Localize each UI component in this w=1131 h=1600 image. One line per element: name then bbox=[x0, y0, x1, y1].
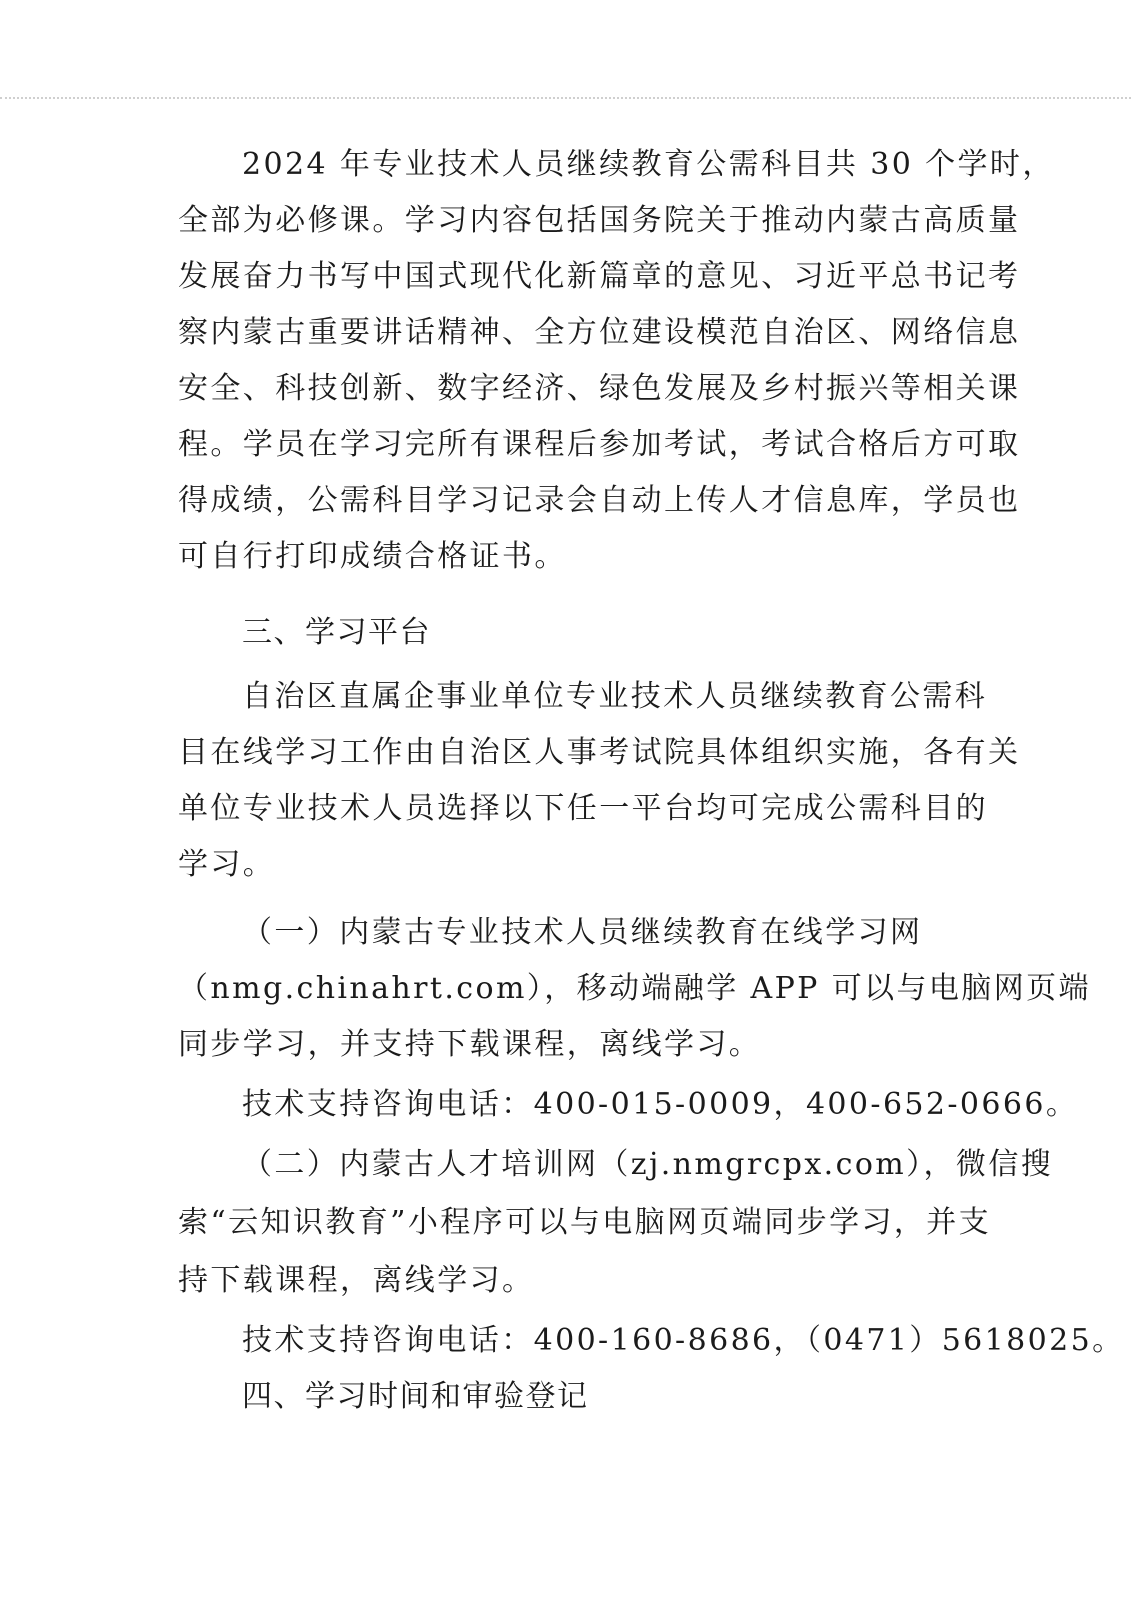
paragraph-line: 2024 年专业技术人员继续教育公需科目共 30 个学时， bbox=[242, 147, 1055, 182]
paragraph-line: 安全、科技创新、数字经济、绿色发展及乡村振兴等相关课 bbox=[178, 371, 1021, 406]
paragraph-line: 自治区直属企事业单位专业技术人员继续教育公需科 bbox=[242, 679, 988, 714]
paragraph-line: 发展奋力书写中国式现代化新篇章的意见、习近平总书记考 bbox=[178, 259, 1021, 294]
platform-2-line: 持下载课程，离线学习。 bbox=[178, 1263, 535, 1298]
paragraph-line: 学习。 bbox=[178, 847, 276, 882]
platform-1-support-phone: 技术支持咨询电话：400-015-0009，400-652-0666。 bbox=[242, 1087, 1079, 1122]
section-heading-platform: 三、学习平台 bbox=[242, 615, 431, 650]
paragraph-line: 可自行打印成绩合格证书。 bbox=[178, 539, 567, 574]
paragraph-line: 察内蒙古重要讲话精神、全方位建设模范自治区、网络信息 bbox=[178, 315, 1021, 350]
section-heading-schedule: 四、学习时间和审验登记 bbox=[242, 1379, 589, 1414]
scan-edge-line bbox=[0, 97, 1131, 99]
platform-1-title-line: （一）内蒙古专业技术人员继续教育在线学习网 bbox=[242, 915, 923, 950]
platform-1-line: 同步学习，并支持下载课程，离线学习。 bbox=[178, 1027, 762, 1062]
platform-2-line: 索“云知识教育”小程序可以与电脑网页端同步学习，并支 bbox=[178, 1205, 992, 1240]
platform-2-support-phone: 技术支持咨询电话：400-160-8686，（0471）5618025。 bbox=[242, 1323, 1125, 1358]
paragraph-line: 全部为必修课。学习内容包括国务院关于推动内蒙古高质量 bbox=[178, 203, 1021, 238]
paragraph-line: 目在线学习工作由自治区人事考试院具体组织实施，各有关 bbox=[178, 735, 1021, 770]
paragraph-line: 程。学员在学习完所有课程后参加考试，考试合格后方可取 bbox=[178, 427, 1021, 462]
platform-2-title-line: （二）内蒙古人才培训网（zj.nmgrcpx.com），微信搜 bbox=[242, 1147, 1054, 1182]
paragraph-line: 单位专业技术人员选择以下任一平台均可完成公需科目的 bbox=[178, 791, 988, 826]
platform-1-line: （nmg.chinahrt.com），移动端融学 APP 可以与电脑网页端 bbox=[178, 971, 1091, 1006]
paragraph-line: 得成绩，公需科目学习记录会自动上传人才信息库，学员也 bbox=[178, 483, 1021, 518]
